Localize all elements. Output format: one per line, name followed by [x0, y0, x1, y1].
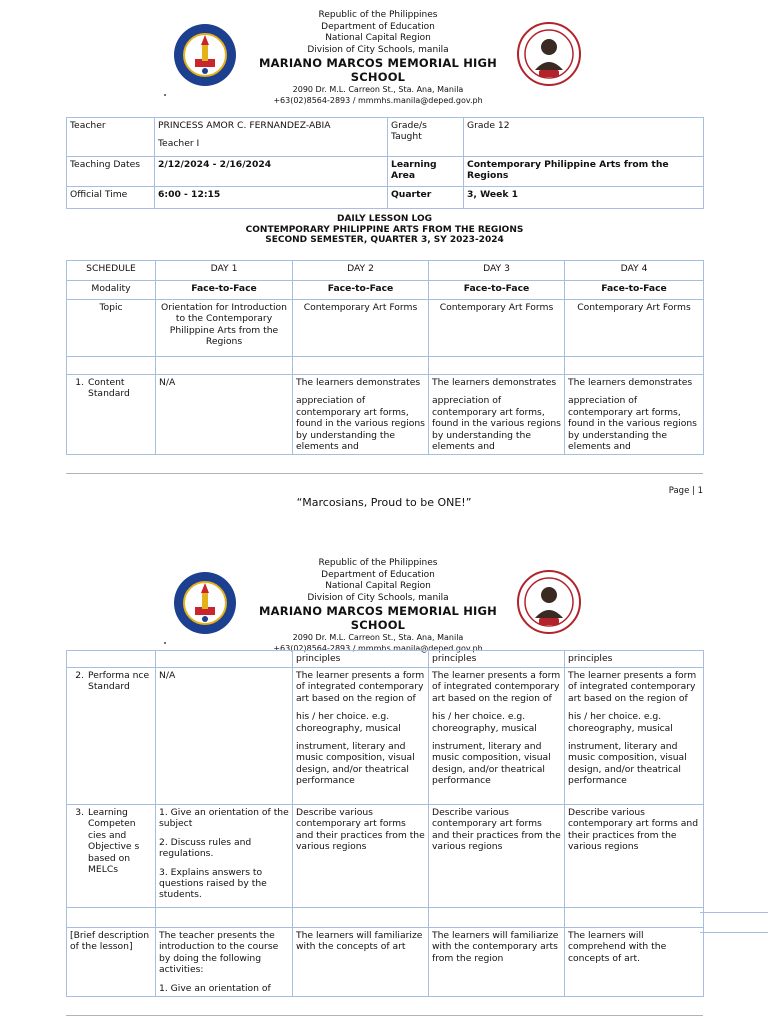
stray-dot — [164, 94, 166, 96]
comp-day1 — [156, 805, 293, 908]
comp-day2: Describe various contemporary art forms and their practices from the various regions — [293, 805, 429, 908]
deped-line: Department of Education — [321, 21, 435, 32]
letterhead-text — [240, 10, 516, 106]
empty-cell — [293, 357, 429, 375]
schedule-table — [66, 260, 704, 455]
teacher-name: PRINCESS AMOR C. FERNANDEZ-ABIA — [158, 120, 331, 131]
perf-day2 — [293, 668, 429, 805]
school-contact: +63(02)8564-2893 / mmmhs.manila@deped.gov.ph — [273, 644, 483, 653]
division-seal-logo — [173, 23, 237, 87]
modality-value: Face-to-Face — [293, 281, 429, 300]
content-day3 — [429, 375, 565, 455]
brief-description-label: [Brief description of the lesson] — [67, 928, 156, 997]
schedule-table-continued — [66, 650, 704, 997]
division-seal-logo — [173, 571, 237, 635]
brief-day4: The learners will comprehend with the concepts of art. — [565, 928, 704, 997]
empty-cell — [156, 357, 293, 375]
comp-day3: Describe various contemporary art forms and their practices from the various regions — [429, 805, 565, 908]
principles-text: principles — [429, 651, 565, 668]
topic-label: Topic — [67, 300, 156, 357]
table-edge-line — [700, 932, 768, 933]
perf-text: his / her choice. e.g. choreography, musical — [296, 711, 401, 734]
empty-cell — [293, 908, 429, 928]
grades-value: Grade 12 — [464, 118, 704, 157]
modality-label: Modality — [67, 281, 156, 300]
time-value: 6:00 - 12:15 — [155, 187, 388, 209]
stray-dot — [164, 642, 166, 644]
perf-text: instrument, literary and music composition, visual design, and/or theatrical performance — [432, 741, 551, 787]
content-text: appreciation of contemporary art forms, found in the various regions by understanding the elements and — [296, 395, 425, 453]
perf-day3 — [429, 668, 565, 805]
content-text: appreciation of contemporary art forms, found in the various regions by understanding the elements and — [432, 395, 561, 453]
republic-line: Republic of the Philippines — [318, 10, 438, 20]
quarter-value: 3, Week 1 — [464, 187, 704, 209]
competencies-label — [67, 805, 156, 908]
day-header: DAY 3 — [429, 261, 565, 281]
school-seal-logo — [517, 570, 581, 634]
comp-item: 1. Give an orientation of the subject — [159, 807, 289, 830]
footer-divider — [66, 473, 703, 474]
area-value: Contemporary Philippine Arts from the Regions — [464, 157, 704, 187]
teacher-info-table — [66, 117, 704, 209]
dates-label: Teaching Dates — [67, 157, 155, 187]
title-line-2: CONTEMPORARY PHILIPPINE ARTS FROM THE REGIONS — [245, 224, 524, 235]
comp-item: 3. Explains answers to questions raised by the students. — [159, 866, 267, 901]
content-text: The learners demonstrates — [432, 377, 557, 388]
dates-value: 2/12/2024 - 2/16/2024 — [155, 157, 388, 187]
school-letterhead — [0, 558, 768, 653]
deped-line: Department of Education — [321, 569, 435, 580]
content-number: 1. — [75, 377, 84, 388]
topic-value: Contemporary Art Forms — [293, 300, 429, 357]
brief-day3: The learners will familiarize with the contemporary arts from the region — [429, 928, 565, 997]
school-address: 2090 Dr. M.L. Carreon St., Sta. Ana, Manila — [292, 633, 464, 642]
perf-text: his / her choice. e.g. choreography, musical — [568, 711, 673, 734]
schedule-header: SCHEDULE — [67, 261, 156, 281]
region-line: National Capital Region — [325, 33, 431, 43]
school-address: 2090 Dr. M.L. Carreon St., Sta. Ana, Manila — [292, 85, 464, 94]
teacher-label: Teacher — [67, 118, 155, 157]
performance-standard-label — [67, 668, 156, 805]
modality-value: Face-to-Face — [429, 281, 565, 300]
brief-text: The teacher presents the introduction to the course by doing the following activities: — [159, 930, 279, 976]
day-header: DAY 1 — [156, 261, 293, 281]
content-text: The learners demonstrates — [568, 377, 693, 388]
perf-number: 2. — [75, 670, 84, 681]
content-day1: N/A — [156, 375, 293, 455]
school-contact: +63(02)8564-2893 / mmmhs.manila@deped.gov.ph — [273, 96, 483, 105]
page-number: Page | 1 — [668, 486, 703, 496]
content-standard-label — [67, 375, 156, 455]
perf-day4 — [565, 668, 704, 805]
empty-cell — [429, 357, 565, 375]
document-page-2 — [0, 548, 768, 1024]
perf-day1: N/A — [156, 668, 293, 805]
empty-cell — [429, 908, 565, 928]
empty-cell — [67, 908, 156, 928]
letterhead-text — [240, 558, 516, 654]
area-label: Learning Area — [388, 157, 464, 187]
time-label: Official Time — [67, 187, 155, 209]
day-header: DAY 4 — [565, 261, 704, 281]
empty-cell — [565, 908, 704, 928]
division-line: Division of City Schools, manila — [307, 44, 449, 55]
perf-text: The learner presents a form of integrated contemporary art based on the region of — [432, 670, 561, 704]
brief-text: 1. Give an orientation of — [159, 982, 271, 994]
school-motto: “Marcosians, Proud to be ONE!” — [296, 496, 472, 509]
empty-cell — [156, 651, 293, 668]
day-header: DAY 2 — [293, 261, 429, 281]
comp-item: 2. Discuss rules and regulations. — [159, 836, 252, 860]
content-text: appreciation of contemporary art forms, found in the various regions by understanding the elements and — [568, 395, 697, 453]
content-day4 — [565, 375, 704, 455]
lesson-log-title — [66, 214, 703, 246]
comp-number: 3. — [75, 807, 84, 818]
region-line: National Capital Region — [325, 581, 431, 591]
content-label: Content Standard — [88, 377, 130, 400]
school-seal-logo — [517, 22, 581, 86]
school-name: MARIANO MARCOS MEMORIAL HIGH SCHOOL — [259, 56, 497, 84]
republic-line: Republic of the Philippines — [318, 558, 438, 568]
title-line-3: SECOND SEMESTER, QUARTER 3, SY 2023-2024 — [265, 235, 504, 245]
principles-text: principles — [293, 651, 429, 668]
principles-text: principles — [565, 651, 704, 668]
modality-value: Face-to-Face — [565, 281, 704, 300]
teacher-cell — [155, 118, 388, 157]
empty-cell — [565, 357, 704, 375]
content-text: The learners demonstrates — [296, 377, 421, 388]
topic-value: Contemporary Art Forms — [565, 300, 704, 357]
modality-value: Face-to-Face — [156, 281, 293, 300]
school-name: MARIANO MARCOS MEMORIAL HIGH SCHOOL — [259, 604, 497, 632]
footer-divider — [66, 1015, 703, 1016]
empty-cell — [67, 651, 156, 668]
comp-label: Learning Competen cies and Objective s based on MELCs — [88, 807, 140, 876]
perf-text: instrument, literary and music composition, visual design, and/or theatrical performance — [296, 741, 415, 787]
perf-label: Performa nce Standard — [88, 670, 150, 693]
grades-label: Grade/s Taught — [388, 118, 464, 157]
brief-day1 — [156, 928, 293, 997]
perf-text: The learner presents a form of integrated contemporary art based on the region of — [568, 670, 697, 704]
table-edge-line — [700, 912, 768, 913]
school-letterhead — [0, 10, 768, 105]
topic-value: Contemporary Art Forms — [429, 300, 565, 357]
page-gap — [0, 520, 768, 548]
empty-cell — [67, 357, 156, 375]
comp-day4: Describe various contemporary art forms and their practices from the various regions — [565, 805, 704, 908]
title-line-1: DAILY LESSON LOG — [337, 214, 432, 224]
perf-text: instrument, literary and music composition, visual design, and/or theatrical performance — [568, 741, 687, 787]
content-day2 — [293, 375, 429, 455]
empty-cell — [156, 908, 293, 928]
teacher-position: Teacher I — [158, 138, 200, 150]
perf-text: The learner presents a form of integrated contemporary art based on the region of — [296, 670, 425, 704]
topic-value: Orientation for Introduction to the Contemporary Philippine Arts from the Regions — [156, 300, 293, 357]
division-line: Division of City Schools, manila — [307, 592, 449, 603]
quarter-label: Quarter — [388, 187, 464, 209]
brief-day2: The learners will familiarize with the concepts of art — [293, 928, 429, 997]
perf-text: his / her choice. e.g. choreography, musical — [432, 711, 537, 734]
